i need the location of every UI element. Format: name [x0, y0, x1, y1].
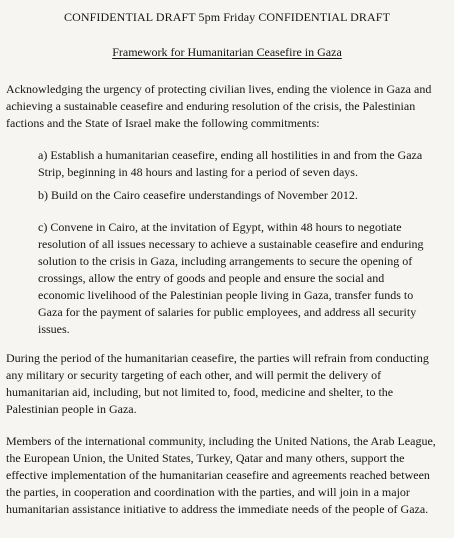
commitment-b	[38, 187, 358, 204]
commitment-a-line-1: a) Establish a humanitarian ceasefire, ending all hostilities in and from the Gaza	[38, 148, 423, 162]
international-community-line-5: humanitarian assistance initiative to address the immediate needs of the people of Gaza.	[6, 502, 429, 516]
ceasefire-period-paragraph	[6, 350, 429, 418]
international-community-paragraph	[6, 433, 436, 518]
commitment-c	[38, 219, 424, 338]
confidential-header: CONFIDENTIAL DRAFT 5pm Friday CONFIDENTIAL DRAFT	[63, 10, 391, 24]
ceasefire-period-line-2: any military or security targeting of each other, and will permit the delivery of	[6, 368, 382, 382]
intro-line-2: achieving a sustainable ceasefire and enduring resolution of the crisis, the Palestinian	[6, 99, 416, 113]
commitment-c-line-6: Gaza for the payment of salaries for public employees, and address all security	[38, 305, 417, 319]
ceasefire-period-line-4: Palestinian people in Gaza.	[6, 402, 137, 416]
intro-line-3: factions and the State of Israel make the following commitments:	[6, 116, 320, 130]
document-title: Framework for Humanitarian Ceasefire in Gaza	[112, 45, 342, 59]
commitment-b-line-1: b) Build on the Cairo ceasefire understandings of November 2012.	[38, 188, 358, 202]
commitment-c-line-4: crossings, allow the entry of goods and people and ensure the social and	[38, 271, 385, 285]
international-community-line-1: Members of the international community, including the United Nations, the Arab League,	[6, 434, 436, 448]
commitment-a	[38, 147, 422, 181]
commitment-c-line-2: resolution of all issues necessary to achieve a sustainable ceasefire and enduring	[38, 237, 424, 251]
commitment-c-line-7: issues.	[38, 322, 70, 336]
commitment-c-line-5: economic livelihood of the Palestinian people living in Gaza, transfer funds to	[38, 288, 414, 302]
international-community-line-3: effective implementation of the humanitarian ceasefire and agreements reached between	[6, 468, 430, 482]
intro-line-1: Acknowledging the urgency of protecting civilian lives, ending the violence in Gaza and	[6, 82, 432, 96]
international-community-line-4: the parties, in cooperation and coordination with the parties, and will join in a major	[6, 485, 410, 499]
international-community-line-2: the European Union, the United States, Turkey, Qatar and many others, support the	[6, 451, 405, 465]
commitment-a-line-2: Strip, beginning in 48 hours and lasting for a period of seven days.	[38, 165, 358, 179]
ceasefire-period-line-3: humanitarian aid, including, but not limited to, food, medicine and shelter, to the	[6, 385, 394, 399]
commitment-c-line-3: solution to the crisis in Gaza, including arrangements to secure the opening of	[38, 254, 413, 268]
intro-paragraph	[6, 81, 431, 132]
commitment-c-line-1: c) Convene in Cairo, at the invitation of Egypt, within 48 hours to negotiate	[38, 220, 402, 234]
ceasefire-period-line-1: During the period of the humanitarian ceasefire, the parties will refrain from conducting	[6, 351, 429, 365]
